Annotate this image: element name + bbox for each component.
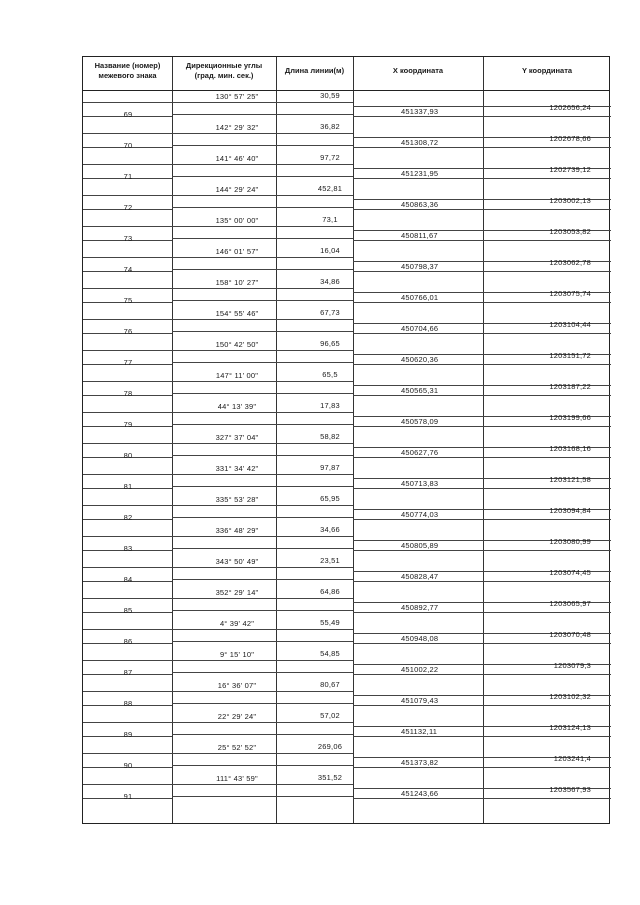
direction-angle: 141° 46' 40" [215, 154, 259, 163]
row-divider-segment [353, 674, 611, 675]
y-coordinate: 1203094,84 [549, 506, 591, 515]
point-number: 88 [123, 699, 133, 708]
row-divider-segment [353, 643, 611, 644]
row-divider-segment [83, 102, 172, 103]
y-coordinate: 1203102,32 [549, 692, 591, 701]
row-divider-segment [172, 226, 353, 227]
y-coordinate: 1202739,12 [549, 165, 591, 174]
row-divider-segment [172, 765, 353, 766]
row-divider-segment [172, 350, 353, 351]
row-divider-segment [172, 195, 353, 196]
row-divider-segment [83, 257, 172, 258]
direction-angle: 135° 00' 00" [215, 216, 259, 225]
x-coordinate: 450811,67 [401, 231, 438, 240]
row-divider-segment [172, 505, 353, 506]
row-divider-segment [172, 443, 353, 444]
point-number: 84 [123, 575, 133, 584]
row-divider-segment [172, 579, 353, 580]
row-divider-segment [172, 474, 353, 475]
point-number: 75 [123, 296, 133, 305]
row-divider-segment [353, 364, 611, 365]
row-divider-segment [172, 610, 353, 611]
row-divider-segment [172, 412, 353, 413]
x-coordinate: 450565,31 [401, 386, 439, 395]
point-number: 83 [123, 544, 133, 553]
row-divider-segment [172, 598, 353, 599]
point-number: 89 [123, 730, 133, 739]
row-divider-segment [353, 612, 611, 613]
line-length: 58,82 [320, 432, 340, 441]
point-number: 80 [123, 451, 133, 460]
header-angle-line-2: (град. мин. сек.) [194, 71, 254, 80]
x-coordinate: 450766,01 [401, 293, 439, 302]
x-coordinate: 451002,22 [401, 665, 439, 674]
y-coordinate: 1203079,3 [553, 661, 591, 670]
row-divider-segment [83, 443, 172, 444]
direction-angle: 343° 50' 49" [215, 557, 259, 566]
direction-angle: 9° 15' 10" [219, 650, 255, 659]
direction-angle: 111° 43' 59" [216, 774, 258, 783]
row-divider-segment [83, 536, 172, 537]
line-length: 65,5 [322, 370, 338, 379]
y-coordinate: 1203002,13 [549, 196, 591, 205]
header-angle [172, 61, 276, 81]
row-divider-segment [172, 164, 353, 165]
x-coordinate: 451337,93 [401, 107, 439, 116]
x-coordinate: 451243,66 [401, 789, 439, 798]
row-divider-segment [172, 176, 353, 177]
y-coordinate: 1203062,78 [549, 258, 591, 267]
line-length: 57,02 [320, 711, 340, 720]
point-number: 91 [123, 792, 133, 801]
header-name-line-1: Название (номер) [94, 61, 161, 70]
line-length: 36,82 [320, 122, 340, 131]
point-number: 79 [123, 420, 133, 429]
line-length: 351,52 [317, 773, 343, 782]
row-divider-segment [172, 691, 353, 692]
direction-angle: 130° 57' 25" [215, 92, 259, 101]
x-coordinate: 450828,47 [401, 572, 439, 581]
column-divider [483, 57, 484, 823]
row-divider-segment [83, 598, 172, 599]
row-divider-segment [172, 455, 353, 456]
row-divider-segment [172, 393, 353, 394]
y-coordinate: 1202678,66 [549, 134, 591, 143]
row-divider-segment [172, 734, 353, 735]
y-coordinate: 1203199,66 [549, 413, 591, 422]
line-length: 34,66 [320, 525, 340, 534]
row-divider-segment [353, 581, 611, 582]
direction-angle: 327° 37' 04" [215, 433, 259, 442]
line-length: 452,81 [317, 184, 343, 193]
line-length: 97,87 [320, 463, 340, 472]
y-coordinate: 1203080,99 [549, 537, 591, 546]
row-divider-segment [353, 705, 611, 706]
y-coordinate: 1203074,45 [549, 568, 591, 577]
direction-angle: 16° 36' 07" [217, 681, 257, 690]
row-divider-segment [353, 767, 611, 768]
row-divider-segment [83, 753, 172, 754]
row-divider-segment [172, 238, 353, 239]
y-coordinate: 1203070,48 [549, 630, 591, 639]
header-angle-line-1: Дирекционные углы [185, 61, 263, 70]
row-divider-segment [172, 629, 353, 630]
direction-angle: 331° 34' 42" [215, 464, 259, 473]
row-divider-segment [83, 660, 172, 661]
row-divider-segment [353, 519, 611, 520]
row-divider-segment [353, 736, 611, 737]
row-divider-segment [83, 381, 172, 382]
line-length: 65,95 [320, 494, 340, 503]
x-coordinate: 450892,77 [401, 603, 439, 612]
row-divider-segment [353, 426, 611, 427]
header-x: X координата [392, 66, 444, 75]
row-divider-segment [353, 147, 611, 148]
row-divider-segment [172, 796, 353, 797]
row-divider-segment [172, 517, 353, 518]
row-divider-segment [172, 672, 353, 673]
y-coordinate: 1203168,16 [549, 444, 591, 453]
row-divider-segment [83, 164, 172, 165]
x-coordinate: 451132,11 [401, 727, 438, 736]
header-name-line-2: межевого знака [98, 71, 157, 80]
direction-angle: 335° 53' 28" [215, 495, 259, 504]
row-divider-segment [172, 331, 353, 332]
row-divider-segment [172, 381, 353, 382]
line-length: 80,67 [320, 680, 340, 689]
line-length: 54,85 [320, 649, 340, 658]
x-coordinate: 450578,09 [401, 417, 439, 426]
row-divider-segment [172, 145, 353, 146]
point-number: 70 [123, 141, 133, 150]
line-length: 67,73 [320, 308, 340, 317]
y-coordinate: 1203121,58 [549, 475, 591, 484]
line-length: 23,51 [320, 556, 340, 565]
row-divider-segment [172, 424, 353, 425]
direction-angle: 44° 13' 39" [217, 402, 257, 411]
row-divider-segment [172, 362, 353, 363]
direction-angle: 25° 52' 52" [217, 743, 257, 752]
row-divider-segment [83, 474, 172, 475]
point-number: 86 [123, 637, 133, 646]
header-y: Y координата [521, 66, 573, 75]
y-coordinate: 1203053,82 [549, 227, 591, 236]
row-divider-segment [353, 116, 611, 117]
boundary-coordinates-table [82, 56, 610, 824]
row-divider-segment [353, 240, 611, 241]
row-divider-segment [353, 395, 611, 396]
x-coordinate: 451079,43 [401, 696, 439, 705]
point-number: 71 [123, 172, 133, 181]
direction-angle: 146° 01' 57" [215, 247, 259, 256]
row-divider-segment [83, 195, 172, 196]
row-divider-segment [353, 209, 611, 210]
row-divider-segment [83, 567, 172, 568]
row-divider-segment [172, 486, 353, 487]
direction-angle: 147° 11' 00" [215, 371, 259, 380]
y-coordinate: 1203151,72 [549, 351, 591, 360]
row-divider-segment [83, 350, 172, 351]
point-number: 74 [123, 265, 133, 274]
line-length: 30,59 [320, 91, 340, 100]
row-divider-segment [172, 784, 353, 785]
line-length: 55,49 [320, 618, 340, 627]
row-divider-segment [83, 288, 172, 289]
row-divider-segment [83, 629, 172, 630]
y-coordinate: 1203567,93 [549, 785, 591, 794]
row-divider-segment [83, 505, 172, 506]
line-length: 17,83 [320, 401, 340, 410]
row-divider-segment [83, 226, 172, 227]
x-coordinate: 450774,03 [401, 510, 439, 519]
x-coordinate: 450805,89 [401, 541, 439, 550]
direction-angle: 352° 29' 14" [215, 588, 259, 597]
x-coordinate: 451373,82 [401, 758, 439, 767]
row-divider-segment [353, 302, 611, 303]
x-coordinate: 450704,66 [401, 324, 439, 333]
row-divider-segment [353, 333, 611, 334]
direction-angle: 154° 55' 46" [215, 309, 259, 318]
y-coordinate: 1202656,24 [549, 103, 591, 112]
row-divider-segment [353, 798, 611, 799]
row-divider-segment [172, 288, 353, 289]
x-coordinate: 450798,37 [401, 262, 439, 271]
row-divider-segment [172, 319, 353, 320]
x-coordinate: 450948,08 [401, 634, 439, 643]
row-divider-segment [172, 567, 353, 568]
point-number: 81 [123, 482, 133, 491]
x-coordinate: 450713,83 [401, 479, 439, 488]
row-divider-segment [83, 133, 172, 134]
row-divider-segment [353, 178, 611, 179]
row-divider-segment [172, 102, 353, 103]
row-divider-segment [172, 703, 353, 704]
direction-angle: 144° 29' 24" [215, 185, 259, 194]
point-number: 77 [123, 358, 133, 367]
y-coordinate: 1203065,97 [549, 599, 591, 608]
header-name [83, 61, 172, 81]
y-coordinate: 1203187,22 [549, 382, 591, 391]
row-divider-segment [172, 269, 353, 270]
direction-angle: 150° 42' 50" [215, 340, 259, 349]
row-divider-segment [172, 133, 353, 134]
row-divider-segment [172, 300, 353, 301]
x-coordinate: 451231,95 [401, 169, 439, 178]
row-divider-segment [172, 753, 353, 754]
point-number: 82 [123, 513, 133, 522]
point-number: 72 [123, 203, 133, 212]
row-divider-segment [172, 536, 353, 537]
x-coordinate: 451308,72 [401, 138, 439, 147]
y-coordinate: 1203241,4 [553, 754, 591, 763]
line-length: 64,86 [320, 587, 340, 596]
row-divider-segment [172, 641, 353, 642]
direction-angle: 142° 29' 32" [215, 123, 259, 132]
point-number: 78 [123, 389, 133, 398]
row-divider-segment [83, 722, 172, 723]
line-length: 269,06 [317, 742, 343, 751]
row-divider-segment [83, 784, 172, 785]
row-divider-segment [172, 722, 353, 723]
row-divider-segment [172, 207, 353, 208]
point-number: 85 [123, 606, 133, 615]
line-length: 97,72 [320, 153, 340, 162]
y-coordinate: 1203124,13 [549, 723, 591, 732]
line-length: 73,1 [322, 215, 338, 224]
row-divider-segment [353, 488, 611, 489]
point-number: 69 [123, 110, 133, 119]
x-coordinate: 450620,36 [401, 355, 439, 364]
direction-angle: 158° 10' 27" [215, 278, 259, 287]
row-divider-segment [353, 271, 611, 272]
row-divider-segment [172, 548, 353, 549]
line-length: 34,86 [320, 277, 340, 286]
direction-angle: 336° 48' 29" [215, 526, 259, 535]
row-divider-segment [353, 550, 611, 551]
x-coordinate: 450863,36 [401, 200, 439, 209]
point-number: 73 [123, 234, 133, 243]
line-length: 16,04 [320, 246, 340, 255]
row-divider-segment [83, 691, 172, 692]
row-divider-segment [83, 412, 172, 413]
header-length: Длина линии(м) [284, 66, 345, 75]
direction-angle: 4° 39' 42" [219, 619, 255, 628]
row-divider-segment [83, 319, 172, 320]
direction-angle: 22° 29' 24" [217, 712, 257, 721]
row-divider-segment [353, 457, 611, 458]
x-coordinate: 450627,76 [401, 448, 439, 457]
line-length: 96,65 [320, 339, 340, 348]
row-divider-segment [172, 257, 353, 258]
y-coordinate: 1203104,44 [549, 320, 591, 329]
point-number: 76 [123, 327, 133, 336]
point-number: 87 [123, 668, 133, 677]
row-divider-segment [172, 114, 353, 115]
row-divider-segment [172, 660, 353, 661]
y-coordinate: 1203075,74 [549, 289, 591, 298]
point-number: 90 [123, 761, 133, 770]
